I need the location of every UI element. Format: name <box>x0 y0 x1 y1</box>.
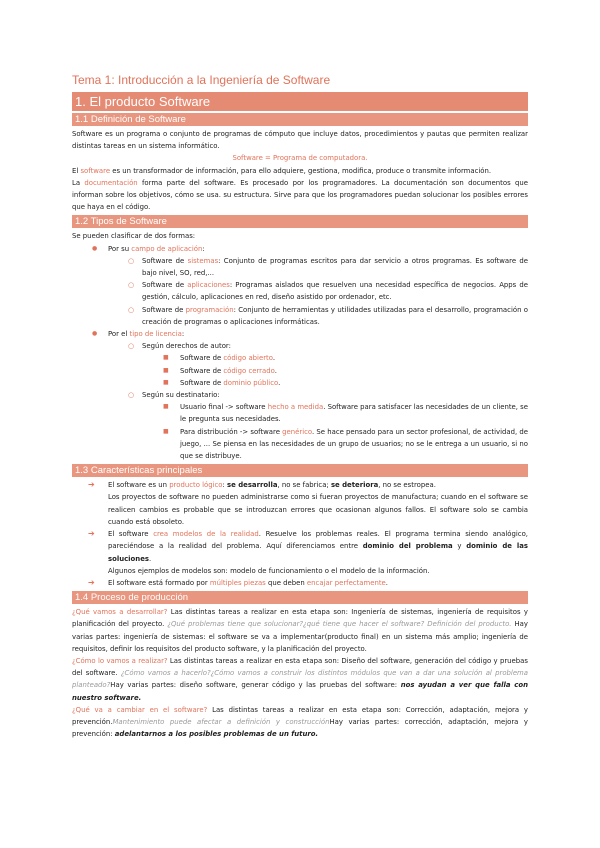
list-item: ➔ El software crea modelos de la realidad. Resuelve los problemas reales. El programa termina siendo analógico, pareciéndose a la realidad del problema. Aquí diferenciamos entre dominio del problema y dominio de las soluciones. <box>72 528 528 565</box>
heading-1-3: 1.3 Características principales <box>72 464 528 477</box>
paragraph: ¿Qué vamos a desarrollar? Las distintas tareas a realizar en esta etapa son: Ingeniería de sistemas, ingeniería de requisitos y planificación del proyecto. ¿Qué problemas tiene que solucionar?¿qué tiene que hacer el software? Definición del producto. Hay varias partes: ingeniería de sistemas: el software se va a implementar(producto final) en un sistema más amplio; ingeniería de requisitos, definir los requisitos del producto software, y la planificación del proyecto. <box>72 608 528 653</box>
arrow-list <box>72 479 528 491</box>
document-page <box>72 72 528 740</box>
heading-1-1: 1.1 Definición de Software <box>72 113 528 126</box>
list-item: ○ Según su destinatario: ■ Usuario final -> software hecho a medida. Software para satisfacer las necesidades de un cliente, se le pregunta sus necesidades. ■ Para distribución -> software genérico. Se hace pensado para un sector profesional, de actividad, de juego, ... Se piensa en las necesidades de un grupo de usuarios; no se le entrega a un usuario, si no que se distribuye. <box>72 389 528 462</box>
list-item: ➔ El software está formado por múltiples piezas que deben encajar perfectamente. <box>72 577 528 589</box>
section-heading-1: 1. El producto Software <box>72 92 528 111</box>
list-item: ● Por el tipo de licencia: ○ Según derechos de autor: ■ Software de código abierto. ■ Software de código cerrado. ■ Software de dominio público. ○ Según su destinatario: ■ Usuario final -> software hecho a medida. Software para satisfacer las necesidades de un cliente, se le pregunta sus necesidades. ■ Para distribución -> software genérico. Se hace pensado para un sector profesional, de actividad, de juego, ... Se piensa en las necesidades de un grupo de usuarios; no se le entrega a un usuario, si no que se distribuye. <box>72 328 528 462</box>
list-item: ○ Software de aplicaciones: Programas aislados que resuelven una necesidad específica de negocios. Apps de gestión, cálculo, aplicaciones en red, diseño asistido por ordenador, etc. <box>72 279 528 303</box>
arrow-list <box>72 577 528 589</box>
list-item: ■ Usuario final -> software hecho a medida. Software para satisfacer las necesidades de un cliente, se le pregunta sus necesidades. <box>72 401 528 425</box>
list-item: ● Por su campo de aplicación: ○ Software de sistemas: Conjunto de programas escritos para dar servicio a otros programas. Es software de bajo nivel, SO, red,... ○ Software de aplicaciones: Programas aislados que resuelven una necesidad específica de negocios. Apps de gestión, cálculo, aplicaciones en red, diseño asistido por ordenador, etc. ○ Software de programación: Conjunto de herramientas y utilidades utilizadas para el desarrollo, programación o creación de programas o aplicaciones informáticas. <box>72 243 528 328</box>
paragraph: Los proyectos de software no pueden administrarse como si fueran proyectos de manufactura; cuando en el software se realicen cambios es probable que se introduzcan errores que ocasionan algunos fallos. El software solo se cambia cuando está obsoleto. <box>108 493 528 526</box>
paragraph: Se pueden clasificar de dos formas: <box>72 232 196 241</box>
heading-1-2: 1.2 Tipos de Software <box>72 215 528 228</box>
paragraph: El software es un transformador de información, para ello adquiere, gestiona, modifica, produce o transmite información. <box>72 166 492 175</box>
paragraph: La documentación forma parte del software. Es procesado por los programadores. La documentación son documentos que informan sobre los objetivos, cómo se usa. su estructura. Sirve para que los programadores puedan solucionar los posibles errores que haya en el código. <box>72 178 528 212</box>
list-item: ■ Para distribución -> software genérico. Se hace pensado para un sector profesional, de actividad, de juego, ... Se piensa en las necesidades de un grupo de usuarios; no se le entrega a un usuario, si no que se distribuye. <box>72 426 528 463</box>
list-item: ➔ El software es un producto lógico: se desarrolla, no se fabrica; se deteriora, no se estropea. <box>72 479 528 491</box>
arrow-list <box>72 528 528 565</box>
list-item: ○ Según derechos de autor: ■ Software de código abierto. ■ Software de código cerrado. ■ Software de dominio público. <box>72 340 528 389</box>
list-item: ■ Software de código cerrado. <box>72 365 528 377</box>
definition-equation: Software = Programa de computadora. <box>232 154 368 163</box>
list-item: ○ Software de sistemas: Conjunto de programas escritos para dar servicio a otros programas. Es software de bajo nivel, SO, red,... <box>72 255 528 279</box>
list-item: ■ Software de dominio público. <box>72 377 528 389</box>
paragraph: ¿Cómo lo vamos a realizar? Las distintas tareas a realizar en esta etapa son: Diseño del software, generación del código y pruebas del software. ¿Cómo vamos a hacerlo?¿Cómo vamos a construir los distintos módulos que van a dar una solución al problema planteado?Hay varias partes: diseño software, generar código y las pruebas del software: nos ayudan a ver que falla con nuestro software. <box>72 656 528 702</box>
list-item: ■ Software de código abierto. <box>72 352 528 364</box>
heading-1-4: 1.4 Proceso de producción <box>72 591 528 604</box>
list-item: ○ Software de programación: Conjunto de herramientas y utilidades utilizadas para el desarrollo, programación o creación de programas o aplicaciones informáticas. <box>72 304 528 328</box>
paragraph: Software es un programa o conjunto de programas de cómputo que incluye datos, procedimientos y pautas que permiten realizar distintas tareas en un sistema informático. <box>72 130 528 151</box>
document-title: Tema 1: Introducción a la Ingeniería de Software <box>72 73 331 87</box>
paragraph: Algunos ejemplos de modelos son: modelo de funcionamiento o el modelo de la información. <box>108 566 430 575</box>
bullet-list <box>72 243 528 463</box>
paragraph: ¿Qué va a cambiar en el software? Las distintas tareas a realizar en esta etapa son: Corrección, adaptación, mejora y prevención.Mantenimiento puede afectar a definición y construcciónHay varias partes: corrección, adaptación, mejora y prevención: adelantarnos a los posibles problemas de un futuro. <box>72 705 528 739</box>
